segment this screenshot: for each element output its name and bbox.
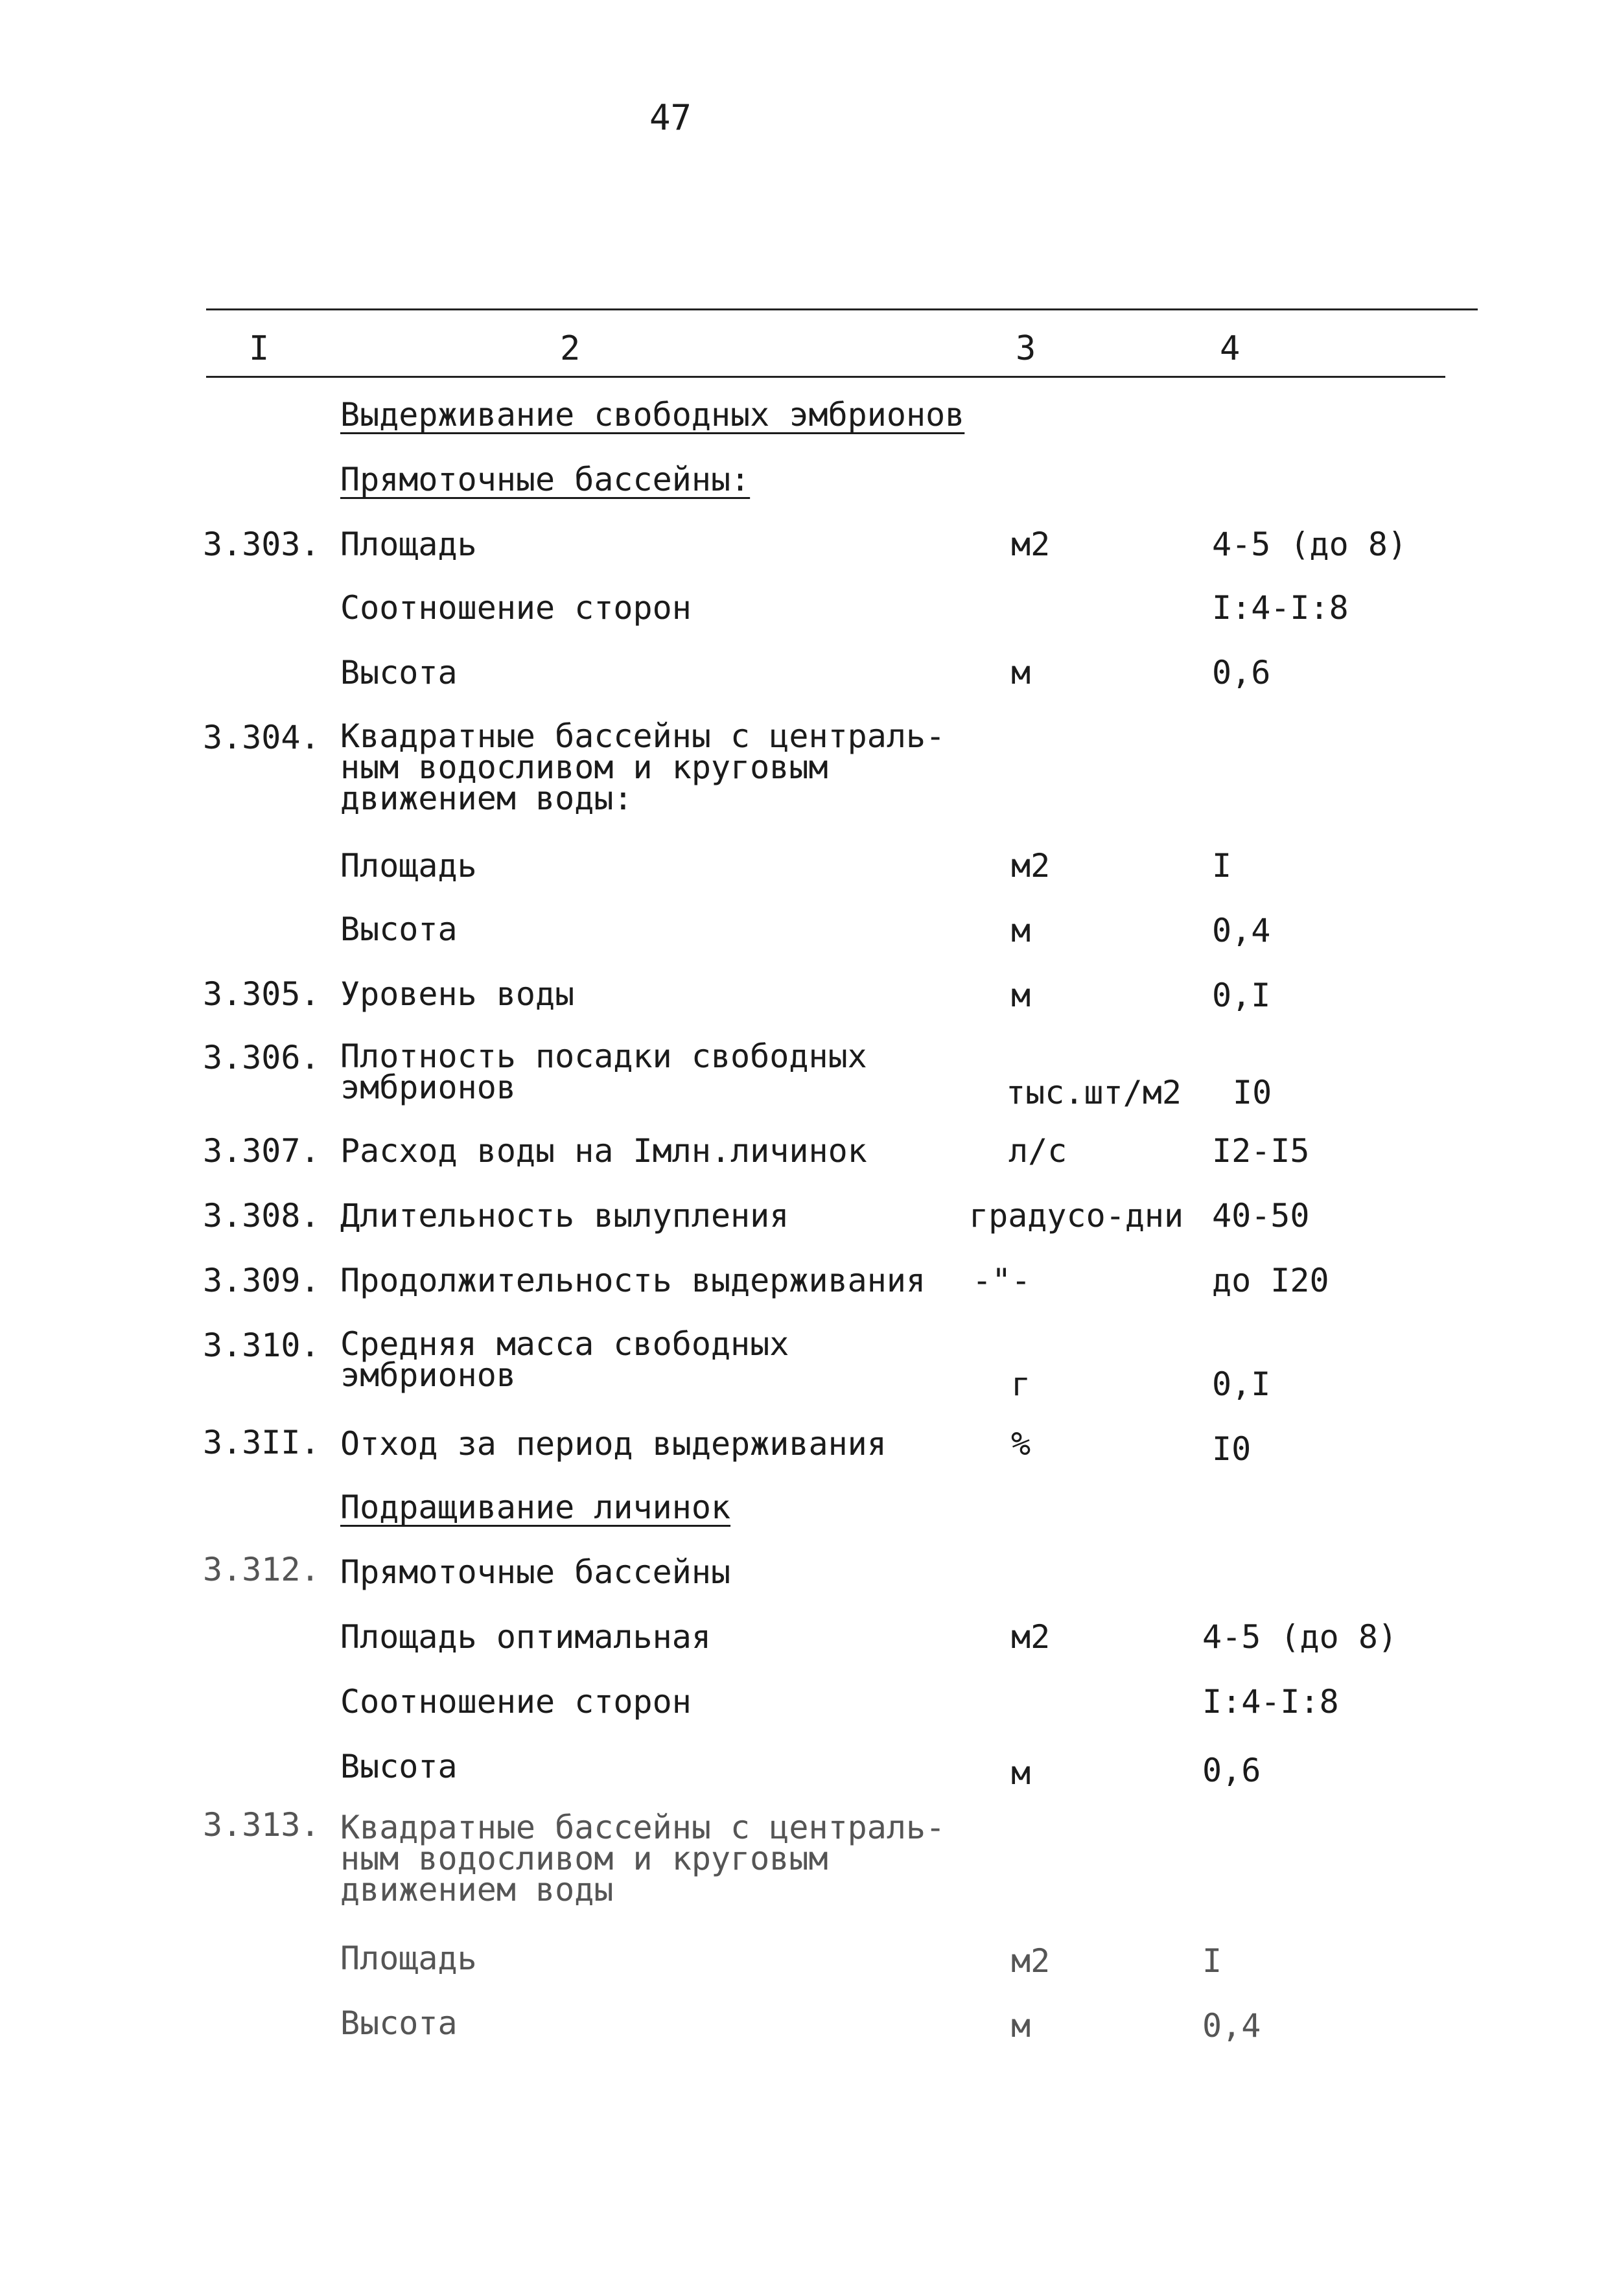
row-value: I0	[1212, 1430, 1252, 1468]
row-name: Средняя масса свободных эмбрионов	[340, 1325, 789, 1394]
row-name: Высота	[340, 1748, 458, 1785]
row-value: I2-I5	[1212, 1132, 1310, 1170]
row-value: 0,6	[1212, 654, 1271, 691]
row-value: I	[1212, 847, 1232, 885]
section-title: Подращивание личинок	[340, 1489, 731, 1526]
row-number: 3.312.	[203, 1551, 320, 1588]
row-unit: м	[1011, 1754, 1031, 1792]
row-number: 3.305.	[203, 975, 320, 1013]
row-value: 0,6	[1202, 1752, 1261, 1789]
row-name: Соотношение сторон	[340, 1683, 692, 1721]
row-name: Площадь оптимальная	[340, 1618, 711, 1656]
row-value: 0,4	[1202, 2007, 1261, 2045]
row-number: 3.306.	[203, 1039, 320, 1076]
row-number: 3.308.	[203, 1197, 320, 1235]
row-name: Длительность вылупления	[340, 1197, 789, 1235]
section-title: Выдерживание свободных эмбрионов	[340, 396, 965, 434]
row-number: 3.3II.	[203, 1424, 320, 1461]
row-number: 3.307.	[203, 1132, 320, 1170]
column-header-1: I	[249, 329, 270, 368]
table-header-rule	[206, 376, 1445, 378]
row-unit: м	[1011, 912, 1031, 949]
row-unit: м	[1011, 2007, 1031, 2045]
column-header-4: 4	[1220, 329, 1241, 368]
row-unit: тыс.шт/м2	[1006, 1074, 1182, 1111]
row-unit: м2	[1011, 847, 1051, 885]
row-value: 0,I	[1212, 1365, 1271, 1403]
row-value: I	[1202, 1942, 1222, 1980]
row-name: Квадратные бассейны с централь- ным водосливом и круговым движением воды:	[340, 717, 946, 817]
row-unit: м2	[1011, 1942, 1051, 1980]
row-value: 4-5 (до 8)	[1202, 1618, 1398, 1656]
row-name: Прямоточные бассейны	[340, 1553, 731, 1591]
section-subtitle: Прямоточные бассейны:	[340, 461, 751, 498]
row-unit: %	[1011, 1425, 1031, 1463]
row-number: 3.303.	[203, 526, 320, 563]
row-name: Высота	[340, 654, 458, 691]
row-unit: м	[1011, 654, 1031, 691]
row-unit: -"-	[972, 1262, 1031, 1299]
row-value: 40-50	[1212, 1197, 1310, 1235]
row-unit: м2	[1011, 1618, 1051, 1656]
row-number: 3.310.	[203, 1327, 320, 1364]
row-number: 3.313.	[203, 1806, 320, 1844]
row-value: 4-5 (до 8)	[1212, 526, 1408, 563]
row-name: Высота	[340, 910, 458, 948]
row-number: 3.304.	[203, 719, 320, 756]
row-value: I0	[1233, 1074, 1272, 1111]
row-name: Квадратные бассейны с централь- ным водосливом и круговым движением воды	[340, 1809, 946, 1908]
table-top-rule	[206, 308, 1478, 310]
page-number: 47	[649, 97, 692, 138]
row-unit: г	[1011, 1365, 1031, 1403]
row-value: I:4-I:8	[1212, 589, 1349, 627]
row-name: Соотношение сторон	[340, 589, 692, 627]
row-name: Плотность посадки свободных эмбрионов	[340, 1038, 867, 1106]
row-name: Высота	[340, 2004, 458, 2042]
row-name: Расход воды на Iмлн.личинок	[340, 1132, 867, 1170]
row-name: Уровень воды	[340, 975, 575, 1013]
row-unit: м	[1011, 977, 1031, 1014]
row-value: 0,I	[1212, 977, 1271, 1014]
row-name: Продолжительность выдерживания	[340, 1262, 926, 1299]
row-name: Отход за период выдерживания	[340, 1425, 887, 1463]
row-unit: л/с	[1008, 1132, 1067, 1170]
row-number: 3.309.	[203, 1262, 320, 1299]
row-name: Площадь	[340, 847, 477, 885]
row-name: Площадь	[340, 526, 477, 563]
column-header-3: 3	[1016, 329, 1036, 368]
row-value: до I20	[1212, 1262, 1329, 1299]
row-name: Площадь	[340, 1940, 477, 1977]
row-value: I:4-I:8	[1202, 1683, 1339, 1721]
column-header-2: 2	[560, 329, 581, 368]
row-value: 0,4	[1212, 912, 1271, 949]
row-unit: градусо-дни	[969, 1197, 1184, 1235]
row-unit: м2	[1011, 526, 1051, 563]
